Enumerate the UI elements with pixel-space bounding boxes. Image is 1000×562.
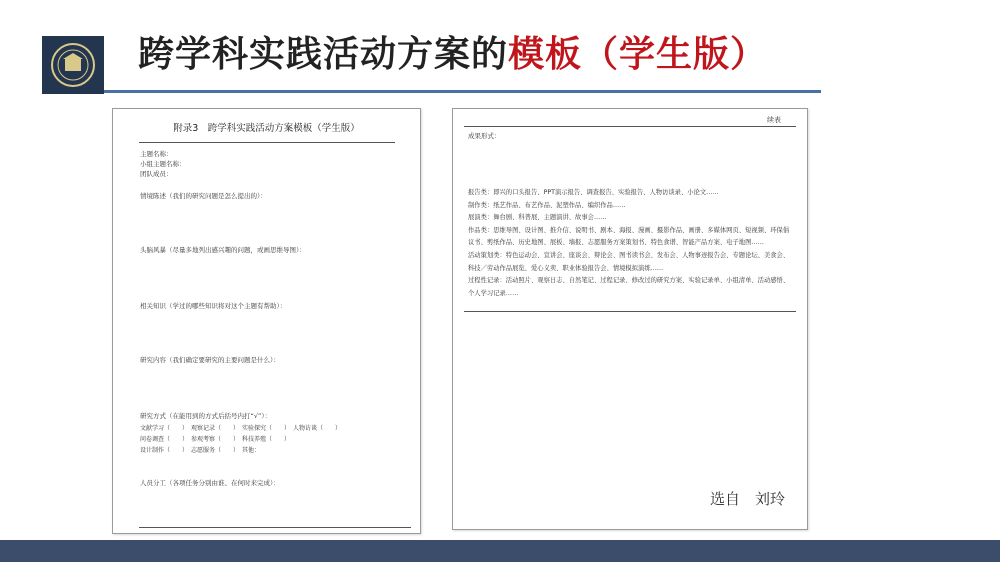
outcome-item-performance: 展演类：舞台剧、科普展、主题演讲、故事会…… — [468, 214, 607, 222]
title-underline — [104, 90, 821, 93]
outcome-list — [468, 187, 793, 300]
field-knowledge: 相关知识（学过的哪些知识将对这个主题有帮助）： — [140, 302, 287, 310]
field-division: 人员分工（各项任务分别由谁、在何时来完成）： — [140, 479, 280, 487]
table-top-rule — [464, 126, 796, 127]
outcome-item-event: 活动策划类：特色运动会、宣讲会、座谈会、辩论会、图书读书会、发布会、人物事迹报告会、专题论坛、美食会、科技／劳动作品展览、爱心义卖、职业体验报告会、情境模拟演练…… — [468, 251, 790, 272]
outcome-item-process: 过程性记录：活动照片、观察日志、自然笔记、过程记录、修改过的研究方案、实验记录单、小组清单、活动感悟、个人学习记录…… — [468, 277, 790, 297]
field-research-content: 研究内容（我们确定要研究的主要问题是什么）： — [140, 356, 280, 364]
footer-bar — [0, 540, 1000, 562]
title-main: 跨学科实践活动方案的 — [138, 34, 509, 75]
source-credit: 选自 刘玲 — [709, 490, 785, 508]
field-situation: 情境陈述（我们的研究问题是怎么提出的）： — [140, 192, 267, 200]
template-page-right — [452, 108, 808, 530]
field-group-theme: 小组主题名称： — [140, 160, 186, 168]
method-row-2: 问卷调查（ ） 参观考察（ ） 科技养殖（ ） — [140, 436, 291, 443]
method-row-3: 设计制作（ ） 志愿服务（ ） 其他： — [140, 447, 261, 454]
outcome-form-label: 成果形式： — [468, 132, 501, 140]
doc-title-rule — [139, 142, 395, 143]
outcome-item-works: 作品类：思维导图、设计图、推介信、说明书、剧本、海报、漫画、摄影作品、画册、多媒体网页、短视频、环保倡议书、剪纸作品、历史地图、展板、墙报、志愿服务方案策划书、特色食谱、智能产品方案、电子地图…… — [468, 226, 790, 247]
field-team-members: 团队成员： — [140, 170, 173, 178]
continued-label: 续表 — [767, 116, 781, 124]
outcome-item-report: 报告类：即兴的口头报告、PPT演示报告、调查报告、实验报告、人物访谈录、小论文…… — [468, 189, 719, 196]
field-research-method: 研究方式（在能用到的方式后括号内打“√”）： — [140, 412, 272, 420]
template-page-left — [112, 108, 421, 534]
outcome-item-craft: 制作类：纸艺作品、布艺作品、泥塑作品、编织作品…… — [468, 201, 626, 209]
doc-bottom-rule — [139, 527, 411, 528]
page-title — [138, 26, 767, 77]
field-brainstorm: 头脑风暴（尽量多地列出感兴趣的问题，或画思维导图）： — [140, 246, 306, 254]
school-logo — [42, 36, 104, 94]
field-theme-name: 主题名称： — [140, 150, 173, 158]
title-highlight: 模板（学生版） — [508, 34, 768, 75]
doc-title: 附录3 跨学科实践活动方案模板（学生版） — [173, 123, 360, 134]
table-bottom-rule — [464, 311, 796, 312]
school-emblem-icon — [50, 42, 96, 88]
method-row-1: 文献学习（ ） 观察记录（ ） 实验探究（ ） 人物访谈（ ） — [140, 425, 342, 432]
